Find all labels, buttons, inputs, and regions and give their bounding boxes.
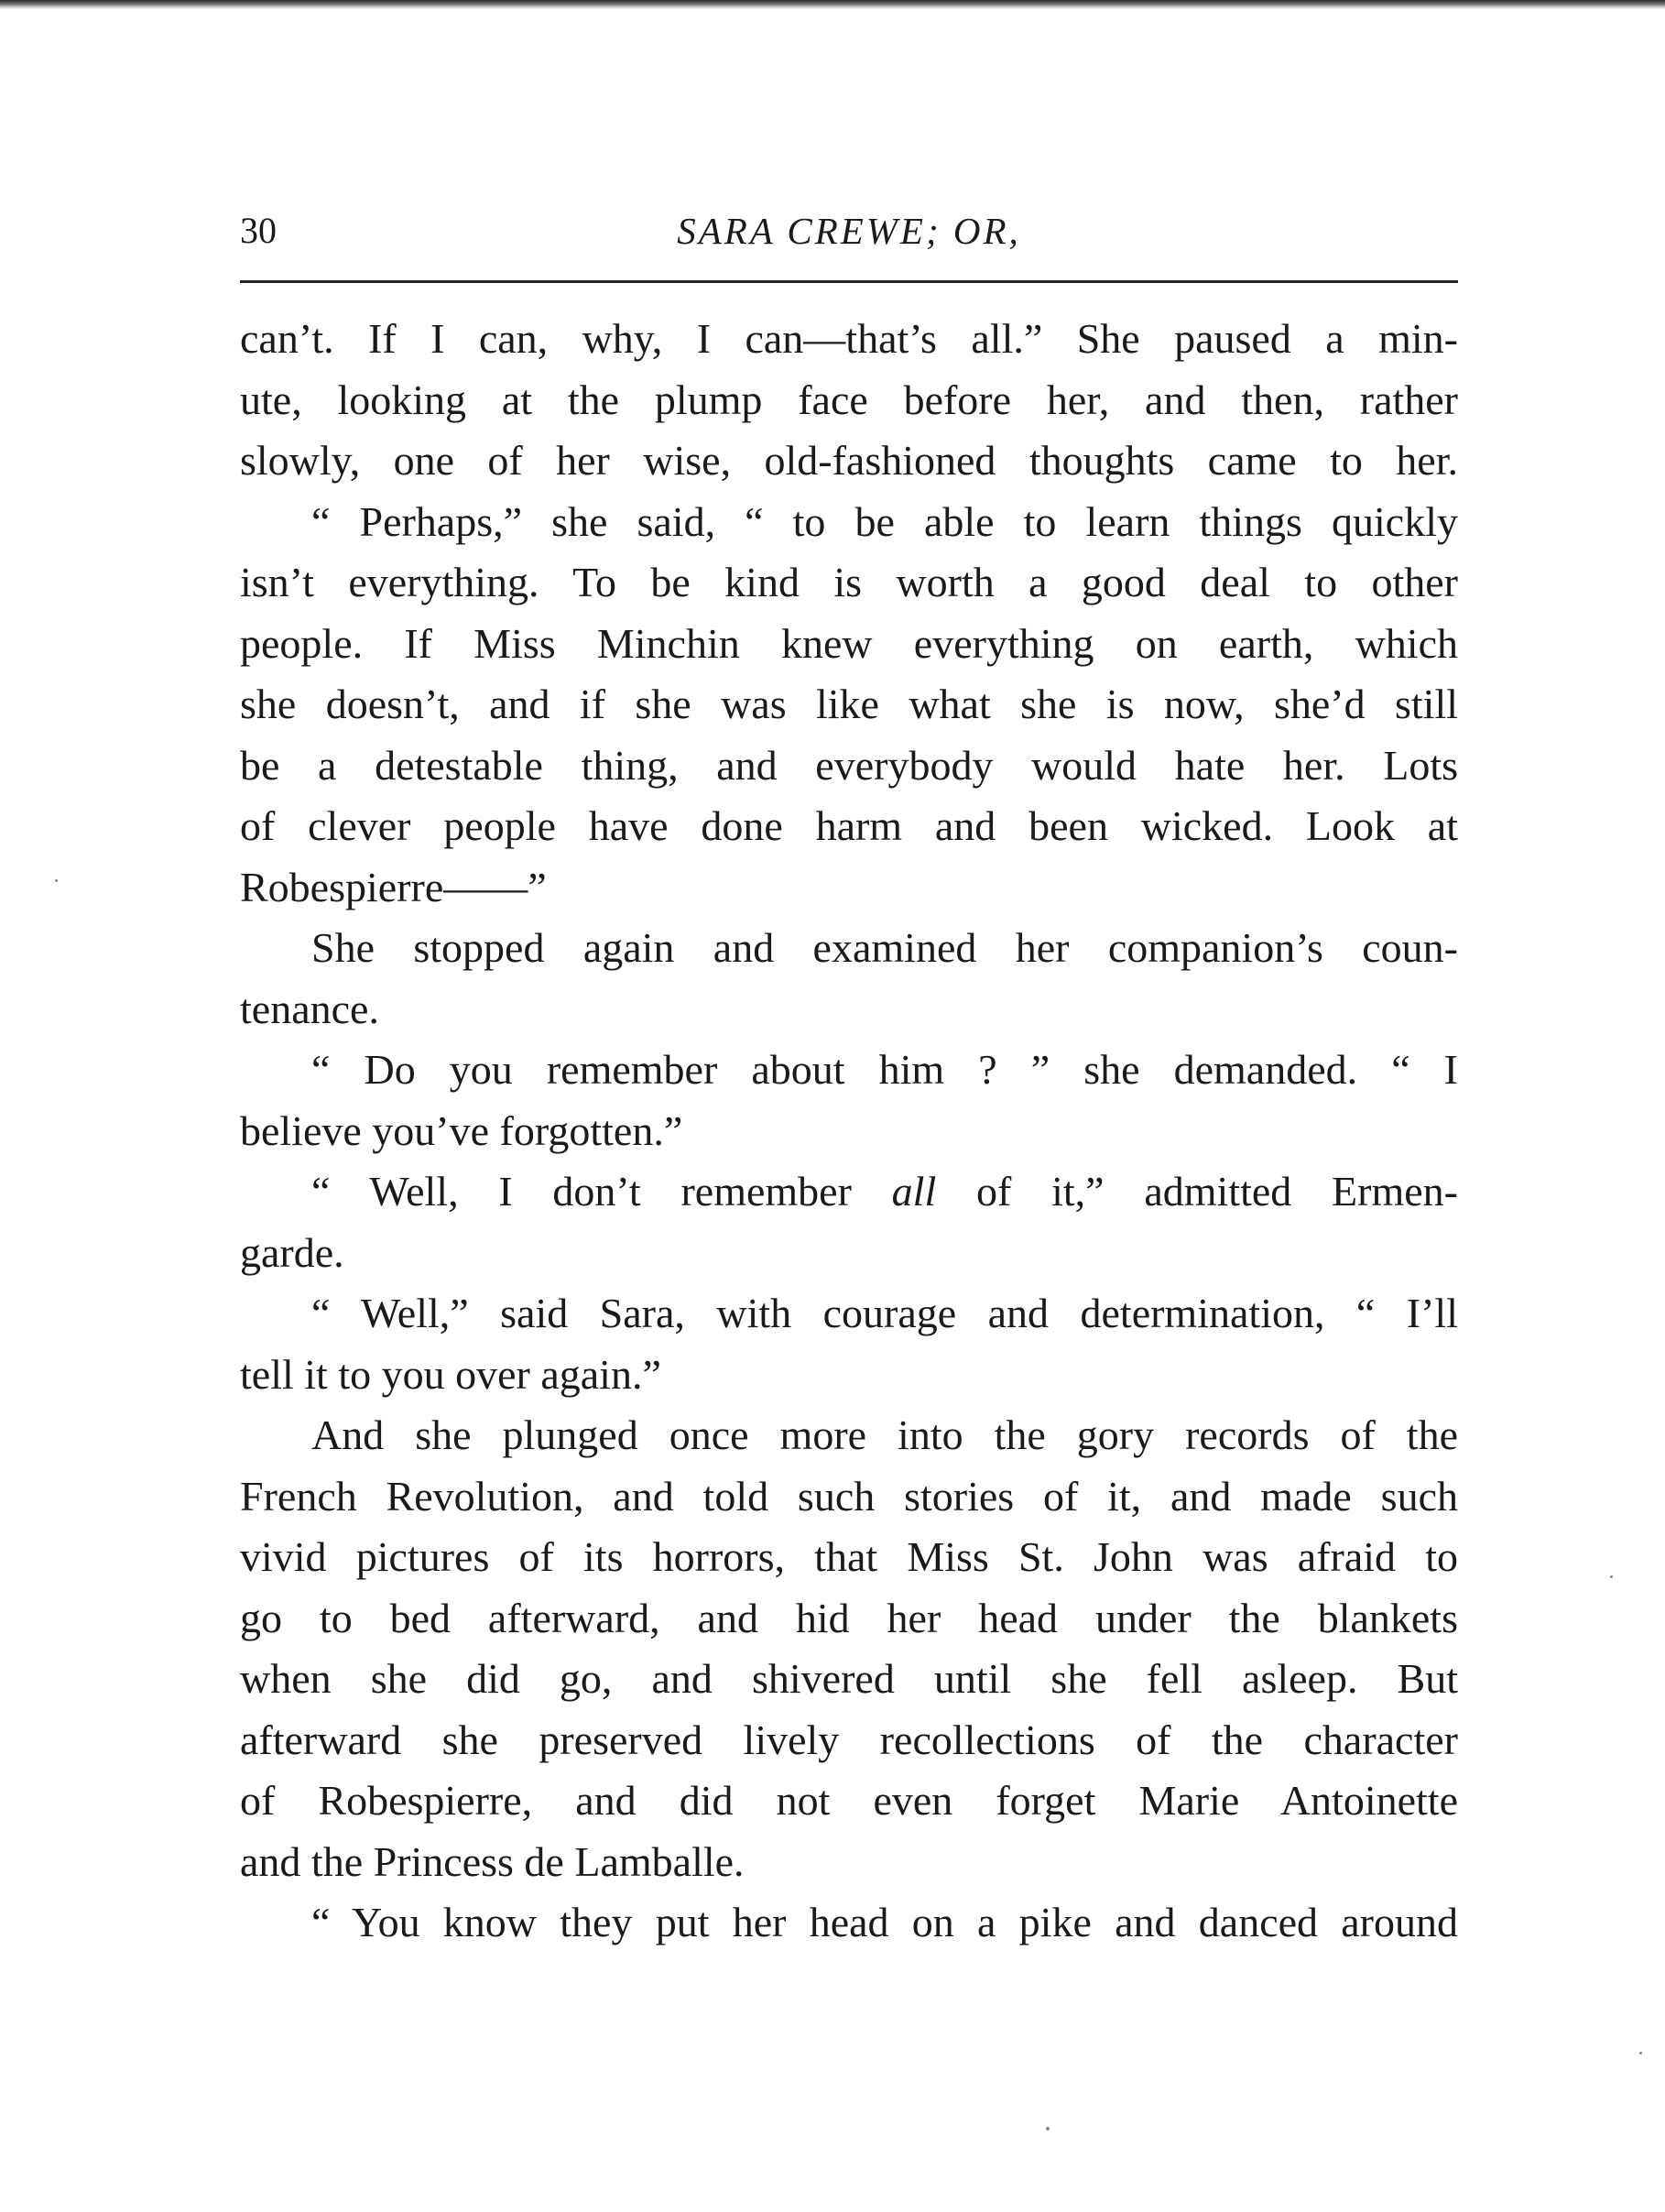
text-line: She stopped again and examined her companion’s coun- [311,924,1458,971]
text-line: garde. [240,1228,344,1276]
text-line: “ Perhaps,” she said, “ to be able to learn things quickly [311,497,1458,545]
scan-speck [1639,2052,1642,2054]
text-line: slowly, one of her wise, old-fashioned thoughts came to her. [240,437,1458,484]
text-line: afterward she preserved lively recollections of the character [240,1716,1458,1763]
header-rule [240,280,1458,283]
scan-speck [1610,1575,1613,1578]
page-header [240,203,1458,267]
body-text [240,309,1458,1954]
scan-speck [1046,2127,1050,2130]
text-line: go to bed afterward, and hid her head under the blankets [240,1594,1458,1641]
text-line: believe you’ve forgotten.” [240,1106,683,1154]
scan-top-edge [0,0,1665,9]
scan-speck [55,879,58,882]
text-line: tenance. [240,985,379,1032]
text-line: “ You know they put her head on a pike and danced around [311,1899,1458,1945]
text-line: “ Well, I don’t remember all of it,” admitted Ermen- [311,1168,1458,1215]
text-line: Robespierre——” [240,863,547,910]
emphasized-word: all [891,1168,937,1215]
text-line: when she did go, and shivered until she fell asleep. But [240,1655,1458,1702]
text-line: French Revolution, and told such stories of it, and made such [240,1472,1458,1520]
text-line: vivid pictures of its horrors, that Miss St. John was afraid to [240,1533,1458,1580]
running-title: SARA CREWE; OR, [677,210,1021,252]
text-line: of clever people have done harm and been wicked. Look at [240,802,1458,849]
text-line: And she plunged once more into the gory records of the [311,1411,1458,1458]
text-line: and the Princess de Lamballe. [240,1837,745,1885]
text-line: tell it to you over again.” [240,1350,661,1398]
text-line: be a detestable thing, and everybody would hate her. Lots [240,741,1458,789]
text-line: “ Do you remember about him ? ” she demanded. “ I [311,1046,1458,1093]
text-line: ute, looking at the plump face before her, and then, rather [240,376,1458,423]
text-line: people. If Miss Minchin knew everything on earth, which [240,619,1458,667]
text-line: of Robespierre, and did not even forget Marie Antoinette [240,1777,1458,1824]
text-line: she doesn’t, and if she was like what she is now, she’d still [240,681,1458,727]
page-number: 30 [240,210,277,251]
text-line: “ Well,” said Sara, with courage and determination, “ I’ll [311,1290,1458,1336]
text-line: can’t. If I can, why, I can—that’s all.” She paused a min- [240,315,1458,362]
text-line: isn’t everything. To be kind is worth a good deal to other [240,559,1458,605]
